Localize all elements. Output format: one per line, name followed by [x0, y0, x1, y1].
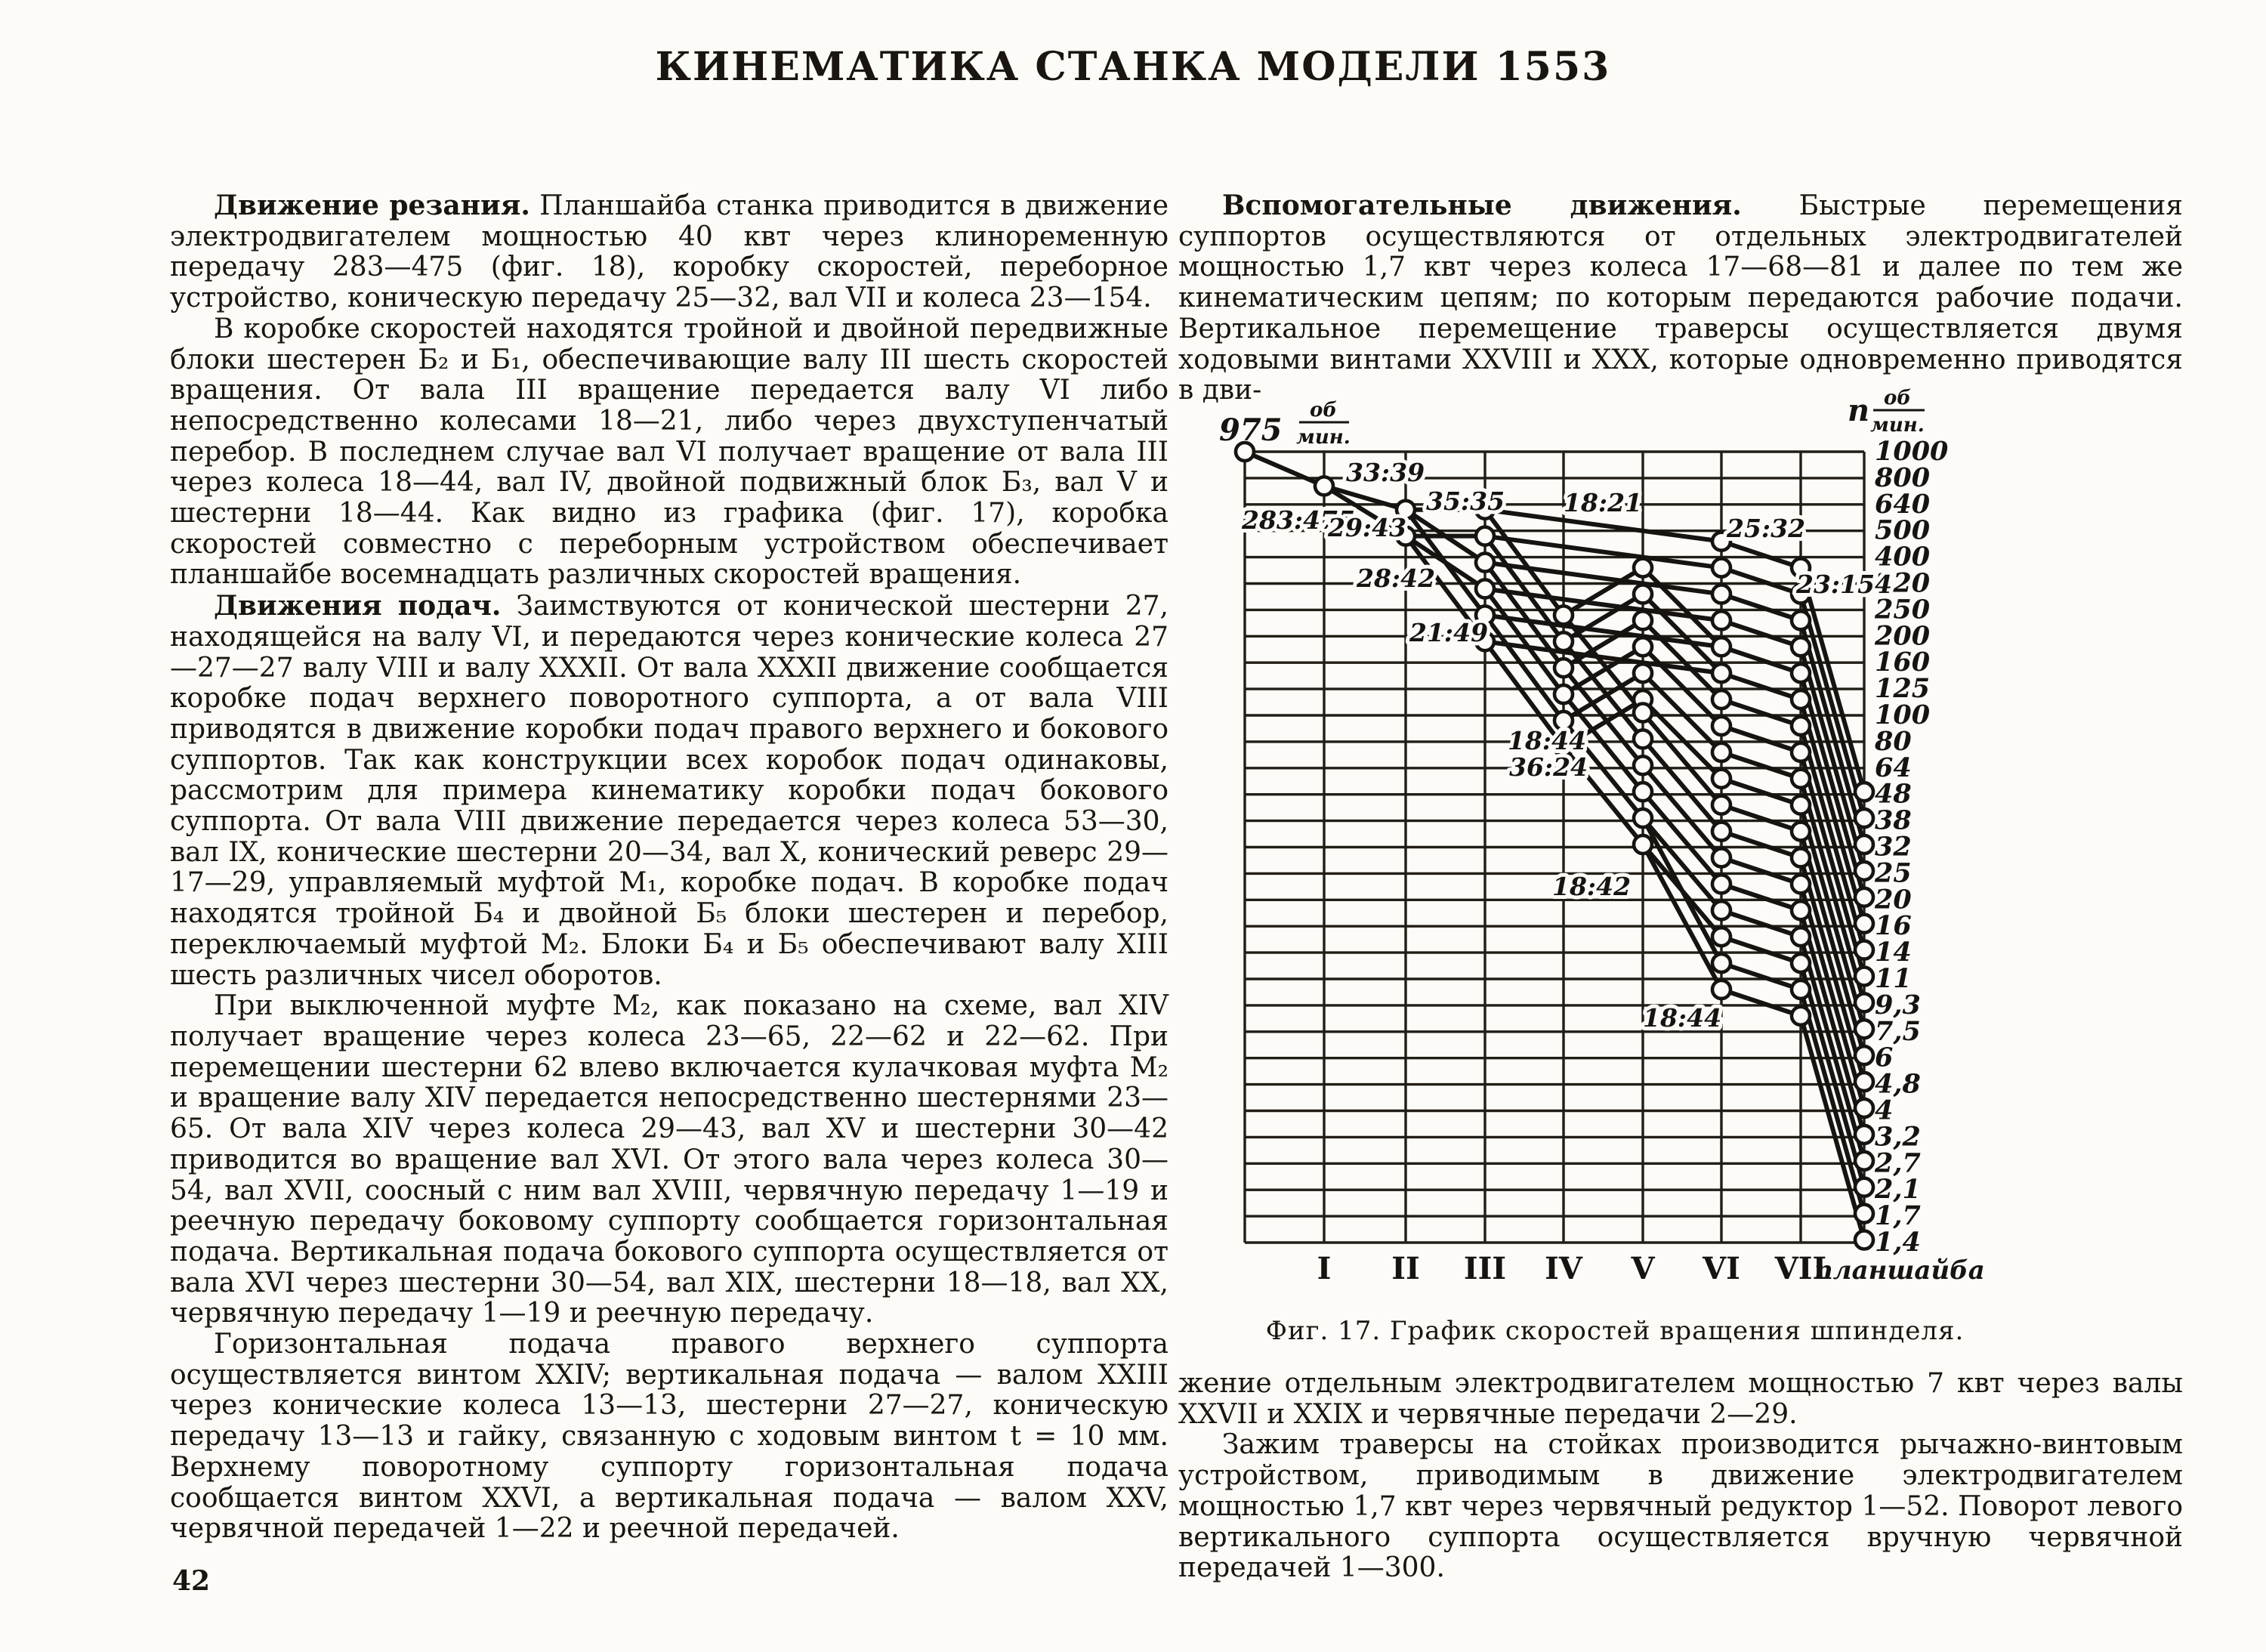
figure-17-speed-chart [1209, 381, 2024, 1288]
shaft-label: III [1463, 1251, 1507, 1286]
speed-node [1792, 796, 1810, 814]
y-tick-label: 11 [1875, 963, 1912, 994]
speed-node [1712, 743, 1730, 761]
speed-node [1855, 1073, 1873, 1091]
speed-node [1855, 1020, 1873, 1038]
y-tick-label: 7,5 [1875, 1015, 1921, 1047]
speed-node [1855, 941, 1873, 959]
paragraph-text: В коробке скоростей находятся тройной и двойной передвижные блоки шестерен Б₂ и Б₁, обеспечивающие валу III шесть скоростей вращения. От вала III вращение передается валу VI либо непосредственно колесами 18—21, либо через двухступенчатый перебор. В последнем случае вал VI получает вращение от вала III через колеса 18—44, вал IV, двойной подвижный блок Б₃, вал V и шестерни 18—44. Как видно из графика (фиг. 17), коробка скоростей совместно с переборным устройством обеспечивает планшайбе восемнадцать различных скоростей вращения. [170, 313, 1169, 591]
speed-node [1792, 901, 1810, 919]
gear-ratio-label: 29:43 [1328, 513, 1407, 542]
transmission-ray [1721, 647, 1801, 673]
y-tick-label: 400 [1875, 541, 1931, 573]
speed-node [1712, 928, 1730, 946]
speed-node [1792, 1007, 1810, 1025]
speed-node [1792, 770, 1810, 788]
gear-ratio-label: 18:44 [1643, 1003, 1722, 1033]
speed-node [1712, 848, 1730, 866]
speed-node [1855, 1231, 1873, 1249]
speed-node [1712, 559, 1730, 577]
transmission-ray [1721, 832, 1801, 858]
transmission-ray [1721, 910, 1801, 937]
transmission-ray [1245, 452, 1324, 486]
motor-speed-value: 975 [1219, 412, 1283, 448]
transmission-ray [1721, 673, 1801, 699]
speed-node [1712, 954, 1730, 972]
speed-node [1315, 477, 1333, 495]
shaft-label: IV [1545, 1251, 1582, 1286]
motor-speed-unit-den: мин. [1296, 426, 1351, 449]
y-tick-label: 200 [1875, 620, 1931, 652]
shaft-label: V [1631, 1251, 1655, 1286]
right-column-bottom [1178, 1369, 2183, 1584]
speed-node [1634, 730, 1652, 748]
speed-node [1634, 809, 1652, 827]
speed-node [1634, 611, 1652, 629]
transmission-ray [1485, 615, 1564, 721]
paragraph-lead: Движения подач. [214, 590, 502, 622]
speed-node [1476, 527, 1494, 545]
y-tick-label: 6 [1875, 1042, 1894, 1073]
speed-node [1634, 704, 1652, 722]
y-tick-label: 125 [1875, 673, 1931, 705]
y-tick-label: 320 [1875, 567, 1931, 599]
speed-node [1712, 690, 1730, 709]
page-title: КИНЕМАТИКА СТАНКА МОДЕЛИ 1553 [655, 44, 1611, 90]
speed-node [1855, 809, 1873, 827]
speed-node [1712, 770, 1730, 788]
y-tick-label: 1,7 [1875, 1200, 1921, 1232]
speed-node [1792, 664, 1810, 682]
y-tick-label: 500 [1875, 514, 1931, 546]
y-tick-label: 14 [1875, 937, 1912, 968]
shaft-label: VI [1703, 1251, 1740, 1286]
y-tick-label: 1,4 [1875, 1227, 1921, 1258]
transmission-ray [1721, 752, 1801, 779]
paragraph-auxiliary-motions [1178, 190, 2183, 406]
speed-node [1476, 554, 1494, 572]
y-tick-label: 4,8 [1875, 1068, 1921, 1100]
speed-node [1855, 1046, 1873, 1064]
shaft-label: I [1317, 1251, 1332, 1286]
speed-node [1712, 664, 1730, 682]
y-tick-label: 1000 [1875, 436, 1949, 467]
transmission-ray [1721, 805, 1801, 832]
paragraph-lead: Движение резания. [214, 190, 530, 221]
paragraph-gearbox [170, 314, 1169, 591]
paragraph-text: Горизонтальная подача правого верхнего суппорта осуществляется винтом XXIV; вертикальная подача — валом XXIII через конические колеса 13—13, шестерни 27—27, коническую передачу 13—13 и гайку, связанную с ходовым винтом t = 10 мм. Верхнему поворотному суппорту горизонтальная подача сообщается винтом XXVI, а вертикальная подача — валом XXV, червячной передачей 1—22 и реечной передачей. [170, 1329, 1169, 1545]
y-axis-unit-num: об [1883, 387, 1912, 409]
speed-node [1855, 888, 1873, 906]
speed-node [1554, 632, 1573, 650]
speed-node [1476, 579, 1494, 597]
speed-node [1792, 928, 1810, 946]
right-column-top [1178, 190, 2183, 406]
transmission-ray [1721, 699, 1801, 726]
y-tick-label: 38 [1875, 804, 1912, 836]
speed-node [1855, 835, 1873, 854]
y-tick-label: 64 [1875, 752, 1912, 783]
paragraph-cutting-motion [170, 190, 1169, 314]
speed-node [1792, 823, 1810, 841]
gear-ratio-label: 283:475 [1242, 505, 1355, 535]
speed-node [1634, 835, 1652, 854]
speed-node [1792, 980, 1810, 999]
y-tick-label: 80 [1875, 725, 1912, 757]
paragraph-lead: Вспомогательные движения. [1222, 190, 1742, 221]
paragraph-text: Заимствуются от конической шестерни 27, находящейся на валу VI, и передаются через конические колеса 27—27—27 валу VIII и валу XXXII. От вала XXXII движение сообщается коробке подач верхнего поворотного суппорта, а от вала VIII приводятся в движение коробки подач правого верхнего и бокового суппортов. Так как конструкции всех коробок подач одинаковы, рассмотрим для примера кинематику коробки подач бокового суппорта. От вала VIII движение передается через колеса 53—30, вал IX, конические шестерни 20—34, вал X, конический реверс 29—17—29, управляемый муфтой М₁, коробке подач. В коробке подач находятся тройной Б₄ и двойной Б₅ блоки шестерен и перебор, переключаемый муфтой М₂. Блоки Б₄ и Б₅ обеспечивают валу XIII шесть различных чисел оборотов. [170, 591, 1169, 991]
y-tick-label: 4 [1875, 1095, 1894, 1126]
paragraph-clutch [170, 991, 1169, 1329]
speed-node [1712, 585, 1730, 603]
speed-node [1712, 796, 1730, 814]
speed-node [1712, 638, 1730, 656]
transmission-ray [1721, 620, 1801, 647]
speed-node [1855, 1126, 1873, 1144]
y-tick-label: 9,3 [1875, 989, 1921, 1021]
paragraph-traverse-clamp [1178, 1430, 2183, 1584]
speed-node [1634, 638, 1652, 656]
paragraph-text: Планшайба станка приводится в движение электродвигателем мощностью 40 квт через клиноременную передачу 283—475 (фиг. 18), коробку скоростей, переборное устройство, коническую передачу 25—32, вал VII и колеса 23—154. [170, 190, 1169, 314]
transmission-ray [1485, 536, 1721, 568]
speed-node [1855, 1099, 1873, 1117]
speed-node [1792, 690, 1810, 709]
speed-node [1792, 611, 1810, 629]
speed-node [1712, 717, 1730, 735]
motor-speed-unit-num: об [1309, 399, 1338, 421]
transmission-ray [1721, 779, 1801, 805]
y-tick-label: 800 [1875, 462, 1931, 493]
speed-node [1855, 968, 1873, 986]
y-tick-label: 160 [1875, 647, 1931, 678]
speed-node [1634, 756, 1652, 774]
gear-ratio-label: 18:42 [1552, 872, 1632, 901]
gear-ratio-label: 33:39 [1346, 458, 1425, 487]
transmission-ray [1721, 857, 1801, 884]
speed-node [1792, 743, 1810, 761]
speed-node [1554, 659, 1573, 677]
paragraph-text: Быстрые перемещения суппортов осуществляются от отдельных электродвигателей мощностью 1,7 квт через колеса 17—68—81 и далее по тем же кинематическим цепям; по которым передаются рабочие подачи. Вертикальное перемещение траверсы осуществляется двумя ходовыми винтами XXVIII и XXX, которые одновременно приводятся в дви- [1178, 190, 2183, 406]
transmission-ray [1721, 568, 1801, 594]
speed-node [1634, 664, 1652, 682]
transmission-ray [1721, 963, 1801, 990]
speed-node [1712, 611, 1730, 629]
paragraph-continuation [1178, 1369, 2183, 1430]
y-axis-unit-den: мин. [1870, 414, 1925, 437]
gear-ratio-label: 25:32 [1727, 514, 1806, 543]
transmission-ray [1721, 884, 1801, 910]
speed-node [1712, 823, 1730, 841]
paragraph-horizontal-feed [170, 1329, 1169, 1545]
gear-ratio-label: 23:154 [1796, 570, 1892, 599]
transmission-ray [1721, 542, 1801, 568]
speed-node [1712, 980, 1730, 999]
y-tick-label: 25 [1875, 857, 1912, 889]
transmission-ray [1643, 713, 1721, 805]
y-tick-label: 250 [1875, 594, 1931, 625]
speed-node [1792, 875, 1810, 893]
gear-ratio-label: 36:24 [1509, 752, 1588, 782]
speed-ray-diagram [1209, 381, 2024, 1288]
speed-node [1634, 783, 1652, 801]
gear-ratio-label: 18:21 [1564, 488, 1643, 517]
speed-node [1855, 915, 1873, 933]
speed-node [1855, 1178, 1873, 1197]
gear-ratio-label: 18:44 [1508, 726, 1587, 755]
speed-node [1792, 638, 1810, 656]
speed-node [1855, 1152, 1873, 1170]
speed-node [1634, 585, 1652, 603]
paragraph-text: жение отдельным электродвигателем мощностью 7 квт через валы XXVII и XXIX и червячные передачи 2—29. [1178, 1368, 2183, 1430]
y-tick-label: 100 [1875, 699, 1931, 730]
speed-node [1792, 848, 1810, 866]
transmission-ray [1643, 739, 1721, 831]
shaft-label: VII [1774, 1251, 1827, 1286]
paragraph-text: Зажим траверсы на стойках производится рычажно-винтовым устройством, приводимым в движение электродвигателем мощностью 1,7 квт через червячный редуктор 1—52. Поворот левого вертикального суппорта осуществляется вручную червячной передачей 1—300. [1178, 1429, 2183, 1584]
y-tick-label: 3,2 [1875, 1121, 1921, 1153]
left-column [170, 190, 1169, 1545]
y-tick-label: 32 [1875, 831, 1912, 863]
figure-caption: Фиг. 17. График скоростей вращения шпинделя. [1265, 1316, 1965, 1346]
transmission-ray [1721, 990, 1801, 1016]
y-tick-label: 20 [1875, 884, 1912, 916]
speed-node [1712, 901, 1730, 919]
gear-ratio-label: 21:49 [1409, 618, 1489, 647]
transmission-ray [1721, 726, 1801, 752]
faceplate-label: планшайба [1814, 1255, 1985, 1286]
y-tick-label: 640 [1875, 488, 1931, 520]
transmission-ray [1721, 594, 1801, 620]
page-number: 42 [172, 1565, 211, 1597]
speed-node [1634, 559, 1652, 577]
speed-node [1855, 783, 1873, 801]
speed-node [1554, 606, 1573, 624]
transmission-ray [1721, 937, 1801, 963]
speed-node [1855, 862, 1873, 880]
y-tick-label: 2,7 [1875, 1147, 1921, 1179]
speed-node [1712, 875, 1730, 893]
speed-node [1855, 1205, 1873, 1223]
y-axis-symbol: n [1848, 393, 1870, 428]
speed-node [1554, 685, 1573, 703]
shaft-label: II [1391, 1251, 1420, 1286]
gear-ratio-label: 28:42 [1357, 564, 1436, 593]
paragraph-feed-motions [170, 591, 1169, 991]
y-tick-label: 48 [1875, 778, 1912, 810]
speed-node [1792, 954, 1810, 972]
speed-node [1855, 993, 1873, 1011]
y-tick-label: 2,1 [1875, 1174, 1921, 1206]
speed-node [1792, 717, 1810, 735]
paragraph-text: При выключенной муфте М₂, как показано на схеме, вал XIV получает вращение через колеса 23—65, 22—62 и 22—62. При перемещении шестерни 62 влево включается кулачковая муфта М₂ и вращение валу XIV передается непосредственно шестернями 23—65. От вала XIV через колеса 29—43, вал XV и шестерни 30—42 приводится во вращение вал XVI. От этого вала через колеса 30—54, вал XVII, соосный с ним вал XVIII, червячную передачу 1—19 и реечную передачу боковому суппорту сообщается горизонтальная подача. Вертикальная подача бокового суппорта осуществляется от вала XVI через шестерни 30—54, вал XIX, шестерни 18—18, вал XX, червячную передачу 1—19 и реечную передачу. [170, 990, 1169, 1329]
gear-ratio-label: 35:35 [1426, 486, 1505, 516]
y-tick-label: 16 [1875, 910, 1912, 942]
